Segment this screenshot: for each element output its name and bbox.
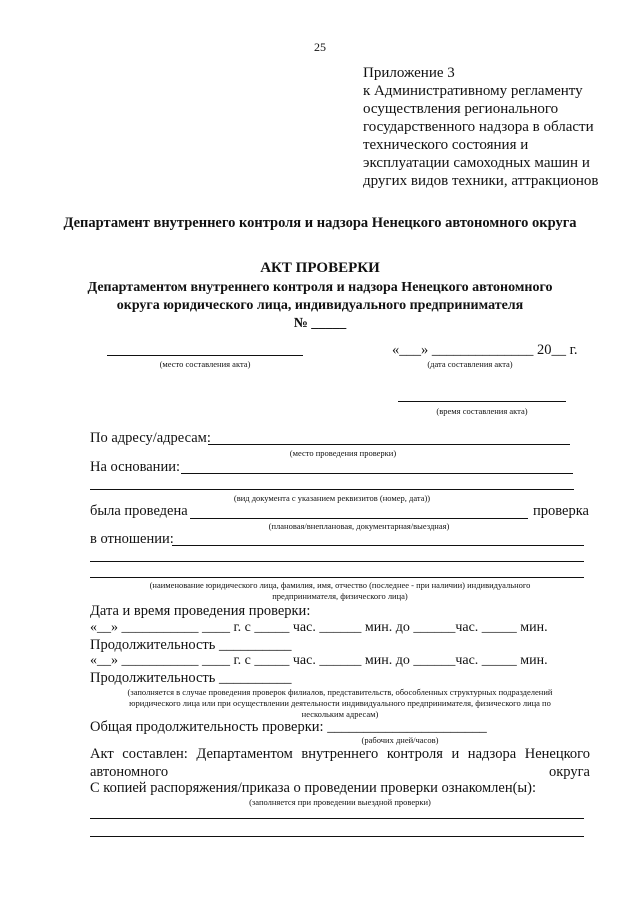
act-number: № _____ [293, 316, 347, 331]
datetime-note-line-2: юридического лица или при осуществлении деятельности индивидуального предпринимателя, физического лица по [129, 698, 551, 708]
datetime-row-1[interactable]: «__» ___________ ____ г. с _____ час. ______ мин. до ______час. _____ мин. [90, 620, 548, 635]
appendix-line: осуществления регионального [363, 101, 559, 117]
conducted-field[interactable] [190, 518, 528, 519]
regarding-field[interactable] [172, 545, 584, 546]
appendix-line: технического состояния и [363, 137, 529, 153]
regarding-caption-line-1: (наименование юридического лица, фамилия, имя, отчество (последнее - при наличии) индивидуального [149, 580, 531, 590]
copy-field-1[interactable] [90, 818, 584, 819]
duration-2[interactable]: Продолжительность __________ [90, 670, 292, 686]
basis-field-extra[interactable] [90, 489, 574, 490]
basis-label: На основании: [90, 459, 180, 475]
datetime-label: Дата и время проведения проверки: [90, 603, 311, 619]
appendix-line: эксплуатации самоходных машин и [363, 155, 590, 171]
appendix-line: других видов техники, аттракционов [363, 173, 599, 189]
act-subtitle-line-1: Департаментом внутреннего контроля и надзора Ненецкого автономного [87, 280, 553, 295]
regarding-caption-line-2: предпринимателя, физического лица) [272, 591, 408, 601]
copy-field-2[interactable] [90, 836, 584, 837]
act-subtitle-line-2: округа юридического лица, индивидуального предпринимателя [116, 298, 524, 313]
duration-1[interactable]: Продолжительность __________ [90, 637, 292, 653]
page-number: 25 [314, 40, 326, 54]
compiled-by: Акт составлен: Департаментом внутреннего контроля и надзора Ненецкого автономного округа [90, 746, 590, 780]
basis-caption: (вид документа с указанием реквизитов (номер, дата)) [233, 493, 431, 503]
copy-caption: (заполняется при проведении выездной проверки) [249, 797, 431, 807]
total-duration[interactable]: Общая продолжительность проверки: ______________________ [90, 719, 487, 735]
address-caption: (место проведения проверки) [289, 448, 397, 458]
appendix-line: к Административному регламенту [363, 83, 583, 99]
department-heading: Департамент внутреннего контроля и надзора Ненецкого автономного округа [63, 215, 577, 231]
regarding-field-extra-1[interactable] [90, 561, 584, 562]
appendix-line: государственного надзора в области [363, 119, 594, 135]
regarding-label: в отношении: [90, 531, 174, 547]
appendix-line: Приложение 3 [363, 65, 455, 81]
place-field[interactable] [107, 355, 303, 356]
time-caption: (время составления акта) [436, 406, 528, 416]
copy-label: С копией распоряжения/приказа о проведении проверки ознакомлен(ы): [90, 780, 537, 796]
time-field[interactable] [398, 401, 566, 402]
datetime-note-line-3: нескольким адресам) [301, 709, 379, 719]
date-caption: (дата составления акта) [427, 359, 513, 369]
conducted-caption: (плановая/внеплановая, документарная/выездная) [268, 521, 450, 531]
address-field[interactable] [208, 444, 570, 445]
place-caption: (место составления акта) [159, 359, 251, 369]
conducted-suffix: проверка [533, 503, 589, 519]
date-field[interactable]: «___» ______________ 20__ г. [392, 342, 578, 358]
appendix-block [363, 64, 623, 190]
conducted-label: была проведена [90, 503, 188, 519]
total-duration-caption: (рабочих дней/часов) [361, 735, 439, 745]
address-label: По адресу/адресам: [90, 430, 211, 446]
datetime-note-line-1: (заполняется в случае проведения проверок филиалов, представительств, обособленных структурных подразделений [127, 687, 553, 697]
datetime-row-2[interactable]: «__» ___________ ____ г. с _____ час. ______ мин. до ______час. _____ мин. [90, 653, 548, 668]
act-title: АКТ ПРОВЕРКИ [260, 260, 380, 276]
regarding-field-extra-2[interactable] [90, 577, 584, 578]
basis-field[interactable] [181, 473, 573, 474]
